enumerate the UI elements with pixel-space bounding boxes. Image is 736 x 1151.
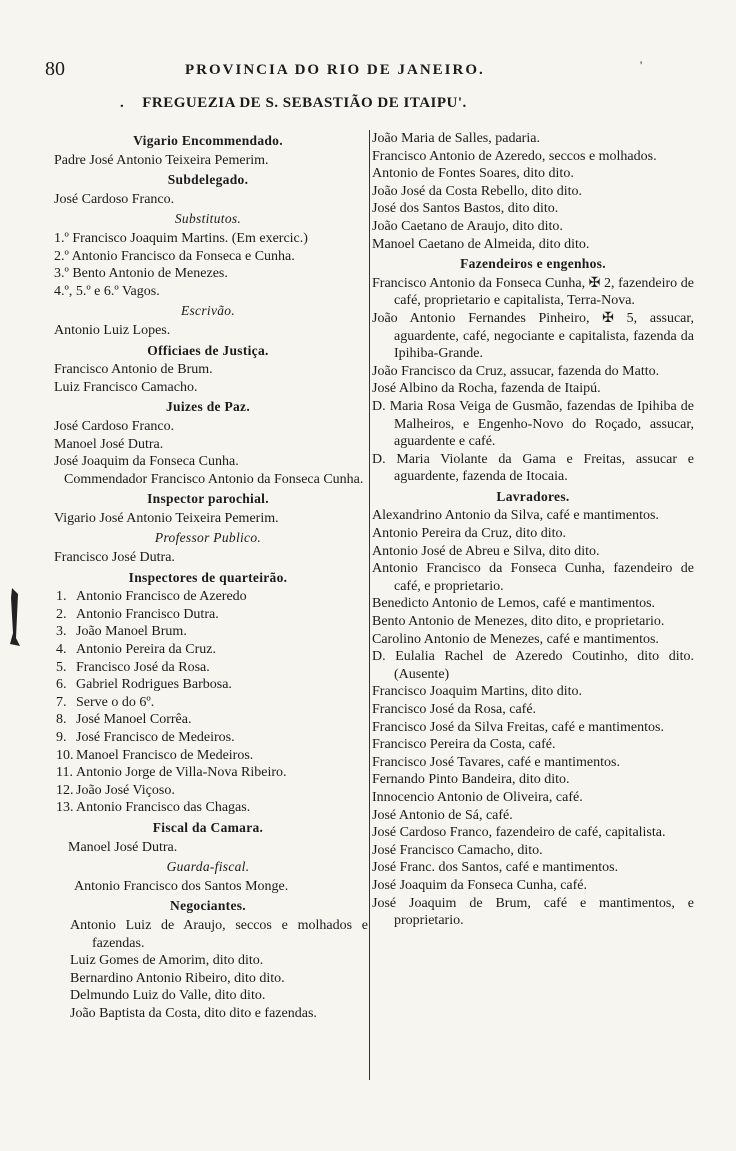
section-title-escrivao: Escrivão.: [180, 303, 236, 319]
list-item: Antonio de Fontes Soares, dito dito.: [372, 166, 574, 182]
list-item: 8. José Manoel Corrêa.: [56, 712, 192, 728]
list-item: Antonio Francisco da Fonseca Cunha, fazendeiro de café, e proprietario.: [372, 561, 694, 594]
parish-title-text: FREGUEZIA DE S. SEBASTIÃO DE ITAIPU'.: [142, 95, 467, 111]
right-column: [372, 130, 694, 930]
list-item: José Francisco Camacho, dito.: [372, 842, 543, 858]
list-item: 2.º Antonio Francisco da Fonseca e Cunha.: [54, 248, 295, 264]
list-item: José Cardoso Franco.: [54, 418, 175, 434]
list-item: 1.º Francisco Joaquim Martins. (Em exercic.): [54, 230, 308, 246]
library-stamp-icon: [8, 588, 24, 648]
list-item: D. Eulalia Rachel de Azeredo Coutinho, dito dito. (Ausente): [372, 649, 694, 682]
list-item: 13. Antonio Francisco das Chagas.: [56, 800, 251, 816]
list-item: Francisco José da Silva Freitas, café e mantimentos.: [372, 719, 664, 735]
section-title-substitutos: Substitutos.: [174, 211, 242, 227]
list-item: José Cardoso Franco, fazendeiro de café, capitalista.: [372, 825, 666, 841]
list-item: Innocencio Antonio de Oliveira, café.: [372, 789, 583, 805]
section-title-officiaes: Officiaes de Justiça.: [147, 342, 269, 358]
list-item: Benedicto Antonio de Lemos, café e mantimentos.: [372, 596, 656, 612]
list-item: 3.º Bento Antonio de Menezes.: [54, 266, 228, 282]
list-item: Francisco Antonio da Fonseca Cunha, ✠ 2, fazendeiro de café, proprietario e capitalista, Terra-Nova.: [372, 275, 694, 309]
section-title-fiscal: Fiscal da Camara.: [152, 819, 264, 835]
list-item: Francisco José da Rosa, café.: [372, 702, 537, 717]
list-item: 5. Francisco José da Rosa.: [56, 659, 210, 675]
list-item: José Joaquim da Fonseca Cunha.: [54, 454, 239, 470]
list-item: Francisco Pereira da Costa, café.: [372, 737, 556, 753]
list-item: D. Maria Rosa Veiga de Gusmão, fazendas de Ipihiba de Malheiros, e Engenho-Novo do Roçado, assucar, aguardente e café.: [372, 398, 694, 450]
list-item: 10. Manoel Francisco de Medeiros.: [56, 747, 254, 763]
list-item: João Caetano de Araujo, dito dito.: [372, 218, 563, 234]
list-item: 6. Gabriel Rodrigues Barbosa.: [56, 677, 232, 693]
list-item: Bento Antonio de Menezes, dito dito, e proprietario.: [372, 614, 665, 630]
list-item: 4.º, 5.º e 6.º Vagos.: [54, 283, 160, 299]
running-head: PROVINCIA DO RIO DE JANEIRO.: [185, 62, 485, 78]
list-item: 2. Antonio Francisco Dutra.: [56, 606, 219, 622]
list-item: 11. Antonio Jorge de Villa-Nova Ribeiro.: [56, 765, 287, 781]
list-item: Fernando Pinto Bandeira, dito dito.: [372, 772, 570, 788]
section-title-subdelegado: Subdelegado.: [167, 172, 249, 188]
list-item: Manoel José Dutra.: [54, 436, 164, 452]
subdelegado-name: José Cardoso Franco.: [54, 191, 175, 207]
list-item: 3. João Manoel Brum.: [56, 624, 187, 640]
section-title-professor: Professor Publico.: [154, 530, 262, 546]
professor-name: Francisco José Dutra.: [54, 550, 175, 566]
column-divider: [369, 130, 370, 1080]
escrivao-name: Antonio Luiz Lopes.: [54, 322, 171, 338]
title-dot-icon: .: [120, 95, 125, 111]
list-item: D. Maria Violante da Gama e Freitas, assucar e aguardente, fazenda de Itocaia.: [372, 451, 694, 485]
list-item: Luiz Gomes de Amorim, dito dito.: [70, 953, 264, 969]
section-title-guarda: Guarda-fiscal.: [166, 859, 250, 875]
list-item: Bernardino Antonio Ribeiro, dito dito.: [70, 970, 285, 986]
list-item: João José da Costa Rebello, dito dito.: [372, 183, 582, 199]
section-title-negociantes: Negociantes.: [170, 898, 246, 914]
section-title-quarteirao: Inspectores de quarteirão.: [128, 569, 288, 585]
page-number: 80: [45, 58, 65, 80]
quarteirao-list: [48, 588, 368, 817]
list-item: José Joaquim da Fonseca Cunha, café.: [372, 877, 587, 893]
list-item: Commendador Francisco Antonio da Fonseca Cunha.: [64, 471, 364, 487]
guarda-name: Antonio Francisco dos Santos Monge.: [74, 878, 289, 894]
list-item: João Francisco da Cruz, assucar, fazenda do Matto.: [372, 363, 660, 379]
section-title-vigario: Vigario Encommendado.: [133, 133, 283, 148]
inspector-name: Vigario José Antonio Teixeira Pemerim.: [54, 510, 279, 526]
list-item: João Baptista da Costa, dito dito e fazendas.: [70, 1005, 317, 1021]
list-item: José Albino da Rocha, fazenda de Itaipú.: [372, 381, 601, 397]
left-column: [48, 130, 368, 1023]
list-item: João Maria de Salles, padaria.: [372, 131, 540, 146]
list-item: 12. João José Viçoso.: [56, 782, 175, 798]
section-title-fazendeiros: Fazendeiros e engenhos.: [460, 256, 606, 272]
section-title-inspector: Inspector parochial.: [147, 491, 269, 507]
section-title-lavradores: Lavradores.: [496, 488, 570, 504]
list-item: 9. José Francisco de Medeiros.: [56, 730, 235, 745]
list-item: Manoel Caetano de Almeida, dito dito.: [372, 236, 590, 252]
list-item: Antonio José de Abreu e Silva, dito dito.: [372, 543, 600, 559]
list-item: Francisco José Tavares, café e mantimentos.: [372, 754, 620, 770]
list-item: 4. Antonio Pereira da Cruz.: [56, 642, 216, 658]
list-item: 7. Serve o do 6º.: [56, 694, 155, 710]
list-item: 1. Antonio Francisco de Azeredo: [56, 589, 247, 605]
list-item: Francisco Joaquim Martins, dito dito.: [372, 684, 582, 700]
list-item: Carolino Antonio de Menezes, café e mantimentos.: [372, 631, 659, 647]
list-item: Delmundo Luiz do Valle, dito dito.: [70, 988, 266, 1004]
list-item: Francisco Antonio de Azeredo, seccos e molhados.: [372, 148, 657, 164]
list-item: João Antonio Fernandes Pinheiro, ✠ 5, assucar, aguardente, café, negociante e capitalista, fazenda da Ipihiba-Grande.: [372, 310, 694, 362]
list-item: Antonio Pereira da Cruz, dito dito.: [372, 526, 567, 542]
list-item: Luiz Francisco Camacho.: [54, 379, 198, 395]
list-item: José Joaquim de Brum, café e mantimentos, e proprietario.: [372, 895, 694, 929]
list-item: José dos Santos Bastos, dito dito.: [372, 201, 559, 217]
list-item: Francisco Antonio de Brum.: [54, 362, 213, 378]
fiscal-name: Manoel José Dutra.: [68, 839, 178, 855]
corner-mark: ': [640, 58, 643, 72]
parish-title: [120, 95, 620, 112]
vigario-name: Padre José Antonio Teixeira Pemerim.: [54, 152, 269, 168]
section-title-juizes: Juizes de Paz.: [165, 399, 251, 415]
list-item: Antonio Luiz de Araujo, seccos e molhados e fazendas.: [70, 917, 368, 951]
list-item: Alexandrino Antonio da Silva, café e mantimentos.: [372, 508, 659, 524]
list-item: José Franc. dos Santos, café e mantimentos.: [372, 860, 619, 876]
list-item: José Antonio de Sá, café.: [372, 807, 513, 823]
